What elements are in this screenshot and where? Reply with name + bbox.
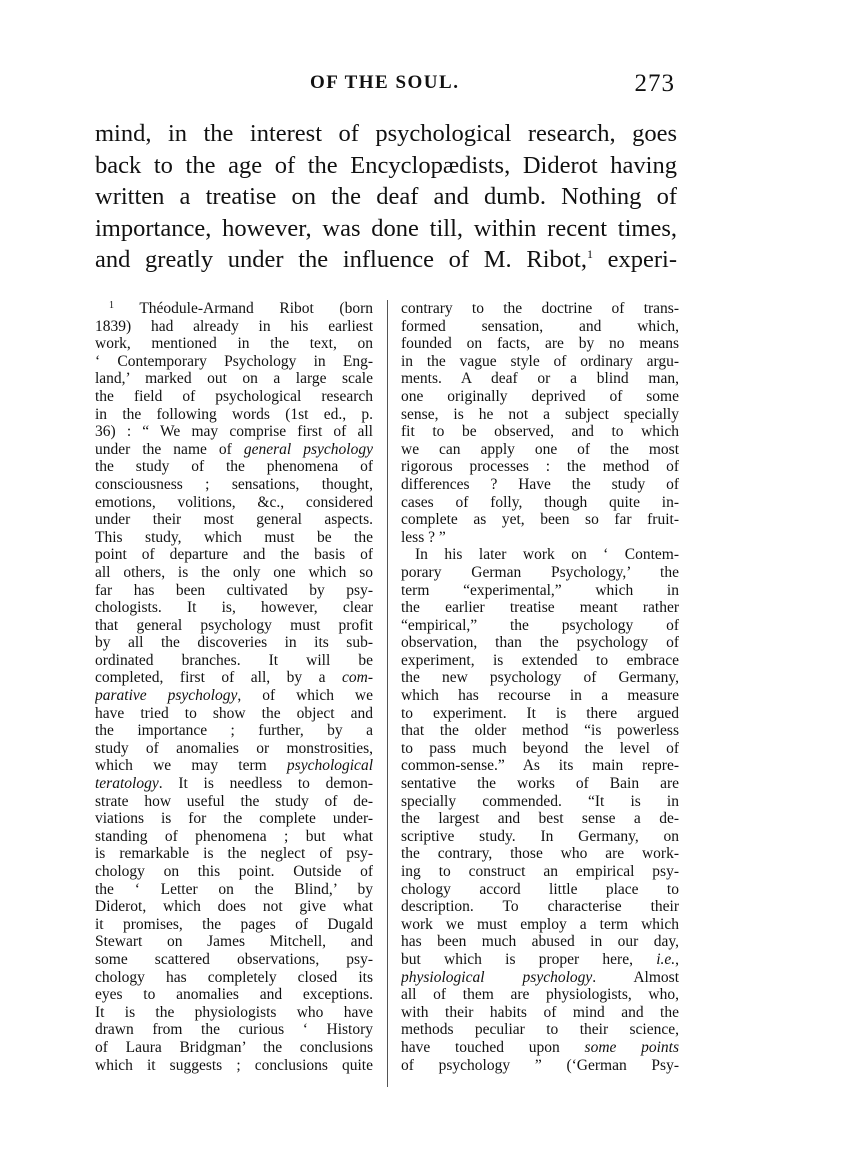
footnote-line: $^1$ Théodule-Armand Ribot (born	[109, 300, 373, 317]
footnote-line: with their habits of mind and the	[401, 1003, 679, 1021]
italic-phrase: general psychology	[243, 440, 373, 458]
footnote-line: is remarkable is the neglect of psy-	[95, 845, 373, 863]
footnote-line: work we must employ a term which	[401, 915, 679, 933]
footnote-line: rigorous processes : the method of	[401, 458, 679, 476]
footnote-line: some scattered observations, psy-	[95, 950, 373, 968]
footnote-line: of Laura Bridgman’ the conclusions	[95, 1038, 373, 1056]
footnote-line: of psychology ” (‘German Psy-	[401, 1056, 679, 1074]
footnote-line: experiment, is extended to embrace	[401, 651, 679, 669]
footnote-line: ments. A deaf or a blind man,	[401, 370, 679, 388]
footnote-line: 36) : “ We may comprise first of all	[95, 423, 373, 441]
main-text-line: written a treatise on the deaf and dumb. Nothing of	[95, 183, 677, 210]
footnote-line: all of them are physiologists, who,	[401, 986, 679, 1004]
footnote-line: chology on this point. Outside of	[95, 863, 373, 880]
footnote-line: cases of folly, though quite in-	[401, 493, 679, 511]
italic-phrase: physiological psychology	[401, 968, 593, 986]
footnote-line: which we may term psychological	[95, 757, 373, 775]
footnote-line: ‘ Contemporary Psychology in Eng-	[95, 352, 373, 370]
footnote-line: contrary to the doctrine of trans-	[401, 300, 679, 317]
footnote-line: chology has completely closed its	[95, 968, 373, 986]
main-text-line: importance, however, was done till, within recent times,	[95, 214, 677, 242]
footnote-left-column	[95, 300, 373, 1074]
footnote-line: porary German Psychology,’ the	[401, 563, 679, 581]
footnote-line: under the name of general psychology	[95, 440, 373, 458]
footnote-line: have touched upon some points	[401, 1038, 679, 1056]
footnote-line: 1839) had already in his earliest	[95, 317, 373, 335]
footnote-line: the field of psychological research	[95, 387, 373, 405]
footnote-line: founded on facts, are by no means	[401, 335, 679, 353]
footnote-line: scriptive study. In Germany, on	[401, 827, 679, 845]
footnote-line: all others, is the only one which so	[95, 563, 373, 581]
column-divider	[387, 300, 388, 1087]
footnote-marker: 1	[109, 300, 114, 311]
footnote-line: land,’ marked out on a large scale	[95, 370, 373, 388]
footnote-line: description. To characterise their	[401, 898, 679, 916]
footnote-line: formed sensation, and which,	[401, 317, 679, 335]
footnote-line: sentative the works of Bain are	[401, 775, 679, 793]
footnote-line: which it suggests ; conclusions quite	[95, 1056, 373, 1074]
main-text	[95, 118, 677, 276]
footnote-line: Stewart on James Mitchell, and	[95, 933, 373, 951]
footnote-line: less ? ”	[401, 528, 446, 546]
footnote-reference: 1	[586, 247, 593, 261]
main-text-last-word: experi-	[607, 246, 677, 273]
footnote-line: the contrary, those who are work-	[401, 845, 679, 863]
footnote-line: common-sense.” As its main repre-	[401, 757, 679, 775]
footnote-line: physiological psychology. Almost	[401, 968, 679, 986]
footnote-line: in the vague style of ordinary argu-	[401, 352, 679, 370]
footnote-line: standing of phenomena ; but what	[95, 827, 373, 845]
footnote-line: complete as yet, been so far fruit-	[401, 511, 679, 529]
footnote-line: This study, which must be the	[95, 528, 373, 546]
footnote-line: specially commended. “It is in	[401, 792, 679, 810]
footnote-line: drawn from the curious ‘ History	[95, 1021, 373, 1039]
footnote-line: have tried to show the object and	[95, 704, 373, 722]
footnote-line: the importance ; further, by a	[95, 722, 373, 740]
footnote-line: observation, than the psychology of	[401, 634, 679, 652]
main-text-line: mind, in the interest of psychological research, goes	[95, 120, 677, 147]
footnote-line: under their most general aspects.	[95, 511, 373, 529]
footnote-line: It is the physiologists who have	[95, 1003, 373, 1021]
footnote-line: ordinated branches. It will be	[95, 651, 373, 669]
footnote-line: to experiment. It is there argued	[401, 704, 679, 722]
footnote-line: which has recourse in a measure	[401, 687, 679, 705]
page-number: 273	[634, 70, 675, 97]
footnote-line: emotions, volitions, &c., considered	[95, 493, 373, 511]
main-text-line-last	[95, 244, 677, 276]
footnote-line: by all the discoveries in its sub-	[95, 634, 373, 652]
footnote-right-column	[401, 300, 679, 1074]
footnote-line: chology accord little place to	[401, 880, 679, 898]
footnote-line: ing to construct an empirical psy-	[401, 863, 679, 880]
main-text-line-start: and greatly under the influence of M. Ribot,	[95, 246, 587, 273]
footnote-line: the study of the phenomena of	[95, 458, 373, 476]
italic-phrase: some points	[584, 1038, 679, 1056]
italic-phrase: teratology	[95, 775, 159, 793]
footnote-line: but which is proper here, i.e.,	[401, 950, 679, 968]
footnote-line: parative psychology, of which we	[95, 687, 373, 705]
footnote-line: term “experimental,” which in	[401, 581, 679, 599]
footnote-line: teratology. It is needless to demon-	[95, 775, 373, 793]
footnote-line: viations is for the complete under-	[95, 810, 373, 828]
italic-phrase: i.e.	[656, 950, 676, 968]
footnote-line: differences ? Have the study of	[401, 475, 679, 493]
footnote-line: sense, is he not a subject specially	[401, 405, 679, 423]
footnote-line: chologists. It is, however, clear	[95, 599, 373, 617]
footnote-line: far has been cultivated by psy-	[95, 581, 373, 599]
footnote-line: the ‘ Letter on the Blind,’ by	[95, 880, 373, 898]
footnote-line: the largest and best sense a de-	[401, 810, 679, 828]
footnote-line: work, mentioned in the text, on	[95, 335, 373, 353]
footnote-line: consciousness ; sensations, thought,	[95, 475, 373, 493]
footnote-line: to pass much beyond the level of	[401, 739, 679, 757]
footnote-line: In his later work on ‘ Contem-	[415, 546, 679, 564]
footnote-line: methods peculiar to their science,	[401, 1021, 679, 1039]
footnote-line: point of departure and the basis of	[95, 546, 373, 564]
footnote-line: strate how useful the study of de-	[95, 792, 373, 810]
footnote-line: we can apply one of the most	[401, 440, 679, 458]
running-head-title: OF THE SOUL.	[310, 72, 460, 93]
footnote-line: in the following words (1st ed., p.	[95, 405, 373, 423]
footnote-line: that general psychology must profit	[95, 616, 373, 634]
italic-phrase: psychological	[286, 757, 373, 775]
footnote-line: one originally deprived of some	[401, 387, 679, 405]
footnote-line: eyes to anomalies and exceptions.	[95, 986, 373, 1004]
italic-phrase: parative psychology	[95, 687, 238, 705]
footnote-line: it promises, the pages of Dugald	[95, 915, 373, 933]
footnote-line: the new psychology of Germany,	[401, 669, 679, 687]
footnote-line: the earlier treatise meant rather	[401, 599, 679, 617]
footnote-line: has been much abused in our day,	[401, 933, 679, 951]
footnote-line: “empirical,” the psychology of	[401, 616, 679, 634]
main-text-line: back to the age of the Encyclopædists, Diderot having	[95, 151, 677, 179]
footnote-line: Diderot, which does not give what	[95, 898, 373, 916]
italic-phrase: com-	[342, 669, 373, 687]
footnote-line: fit to be observed, and to which	[401, 423, 679, 441]
footnote-line: completed, first of all, by a com-	[95, 669, 373, 687]
running-head	[95, 70, 675, 100]
footnote-line: that the older method “is powerless	[401, 722, 679, 740]
footnote-line: study of anomalies or monstrosities,	[95, 739, 373, 757]
